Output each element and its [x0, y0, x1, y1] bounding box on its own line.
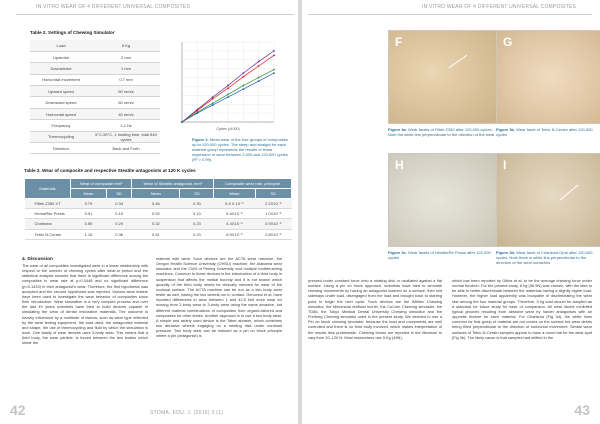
settings-row: [30, 97, 160, 108]
chart-point: [227, 85, 229, 87]
running-head-left: IN VITRO WEAR OF 4 DIFFERENT UNIVERSAL COMPOSITES: [36, 4, 190, 10]
figure3a-caption-text: Wear facets of Filtek Z350 after 120,000 cycles. Note the white line perpendicular to the direction of the wear: [388, 127, 495, 137]
image-letter-g: G: [503, 35, 513, 49]
wear-facet-image-h: [388, 153, 498, 247]
setting-parameter: Load: [30, 40, 92, 51]
chart-point: [273, 54, 275, 56]
setting-value: 5°C-55°C, 1 holding time, total 840 cycles: [92, 131, 160, 142]
wear-value: 0.15: [106, 209, 131, 219]
wear-value: 0.79: [71, 199, 107, 209]
figure2-caption-text: Mean wear of the four groups of composites up to 120,000 cycles. The steep and straight for each material group represents the results of linear regression of wear between 2,000 and 120,000 cycles (R² > 0.99).: [192, 137, 288, 162]
chart-point: [242, 72, 244, 74]
wear-value: 5.9 Х 10⁻⁶: [214, 199, 255, 209]
wear-value: 0.23: [180, 229, 214, 239]
image-letter-h: H: [395, 158, 404, 172]
chart-point: [196, 110, 198, 112]
left-column-2: material with wear. Such devices are the ACTA wear machine, the Oregon Health Science University (OHSU) machine, the Alabama wear simulator and the CW3 of Peking University and multiple toothbrushing machines. Common to these devices is the introduction of a third body in suspension that affects the medial boundy and it is not known which quantity of the third body needs be clinically relevant for wear of the occlusal surface. The ACTA machine can be run as a two body wear tester as well, having the two wheels run in contact. Genovesi et al. have reported differences in wear between 1 and 42.5 fold more wear for moving from 2-body wear to 3-body wear using the same abrasive, but different material combinations of composites from organic-tailored and composites for other testes. Another approach is to use a two body wear. A simple and widely used device is the Taber abraser, which combines two abrasive wheels engaging on a rotating disk under constant pressure. Two body wear can be induced as a pin on block principle where a pin (antagonist) is: [156, 256, 282, 339]
setting-value: 40 mm/s: [92, 108, 160, 119]
material-name: HereaRite Presis: [25, 209, 71, 219]
wear-value: 2.8Х10⁻⁶: [255, 229, 291, 239]
wear-value: 0.91: [71, 209, 107, 219]
setting-parameter: Thermocycling: [30, 131, 92, 142]
page-number-right: 43: [574, 402, 590, 418]
chart-point: [258, 65, 260, 67]
figure3b-caption: [496, 127, 596, 137]
left-column-1: The wear of all composites investigated were in a linear relationship with respect to the number of chewing cycles after wear-in period and the statistical analysis showed that there is significant difference among the composites in wear rate at p=0.0448 and no significant difference (p=0.1433) in their antagonist's wear. Therefore, the first hypothesis was accepted and the second hypothesis was rejected. Various wear testers have been used to investigate the wear behavior of composites since their introduction. Wear simulation is a very complex process and over the last 40 years scientists have tried to build devices capable of simulating the wear of dental restorative materials. The outcome is heavily influenced by a multitude of factors, such as wear type reflected by the wear testing equipment, the load used, the antagonists material and shape, the use of thermocycling and fluid by which the simulation is work. One family of wear devices uses 3-body wear. This means that a third body, the wear particle, is forced between the two bodies which shear the: [22, 263, 148, 346]
subheader-cell: SD: [180, 189, 214, 199]
wear-value: 0.34: [106, 199, 131, 209]
figure3d-caption: [496, 250, 596, 265]
right-column-1: pressed under constant force onto a rotating disk or oscillated against a flat surface. Using a pin on block approach, scientists have tried to simulate chewing movements by having an antagonist lowered on a surface, then slid sideways under load, disengaged from the load and brought back to starting point to begin the next cycle. Such devices are the Willitec Chewing simulator, the Minnesota artificial mouth, the CoCom Chewing simulator, the TD86, the Tokyo Medical Dental University Chewing simulator and the Freiburg Chewing simulator used in the present study. We decided to use a Pin on block chewing simulator, because the load and movements are well controlled and there is no third body involved, which makes interpretation of the results less problematic. Chewing forces are reported in the literature to vary from 20–120 N. Most researchers use 5 Kg (49N),: [308, 278, 442, 340]
wear-value: 0.46: [132, 199, 180, 209]
section-title: 4. Discussion: [22, 257, 53, 262]
subheader-cell: Mean: [132, 189, 180, 199]
chart-point: [273, 50, 275, 52]
chart-point: [258, 80, 260, 82]
settings-row: [30, 131, 160, 142]
image-letter-i: I: [503, 158, 507, 172]
header-wear-rate: Composite wear rate, µm/cycle: [214, 179, 292, 189]
settings-row: [30, 120, 160, 131]
material-name: Filtek Z350 XT: [25, 199, 71, 209]
subheader-cell: SD: [106, 189, 131, 199]
figure3b-caption-text: Wear facet of Tetric N-Ceram after 120,000 cycles: [496, 127, 593, 137]
setting-parameter: Direction: [30, 143, 92, 154]
arrow-icon: [449, 55, 468, 69]
setting-parameter: Upstroke: [30, 51, 92, 62]
wear-value: 6.6Х10⁻⁶: [214, 209, 255, 219]
header-steatite-wear: Wear of Steatite antagonist, mm³: [132, 179, 214, 189]
wear-value: 0.30: [180, 199, 214, 209]
subheader-cell: Mean: [71, 189, 107, 199]
wear-value: 0.51: [132, 229, 180, 239]
header-composite-wear: Wear of composite mm³: [71, 179, 132, 189]
chart-point: [242, 85, 244, 87]
setting-parameter: Downstroke: [30, 63, 92, 74]
figure3d-caption-text: Wear facet of Charisma Opal after 120,000 cycles. Note there is white line perpendicular to the direction of the wear scratches: [496, 250, 593, 265]
wear-facet-image-i: [496, 153, 600, 247]
wear-value: 0.52: [132, 209, 180, 219]
settings-row: [30, 86, 160, 97]
figure3a-caption: [388, 127, 496, 137]
chart-point: [258, 61, 260, 63]
wear-value: 1.0Х10⁻⁶: [255, 209, 291, 219]
figure3c-caption-text: Wear facets of HeraliteRe Presis after 120,000 cycles: [388, 250, 491, 260]
wear-value: 0.59: [71, 219, 107, 229]
settings-row: [30, 63, 160, 74]
wear-value: 0.36: [106, 229, 131, 239]
table3-caption: Table 3. Wear of composite and respective Steatite antagonists at 120 K cycles: [24, 168, 196, 173]
wear-value: 8.9Х10⁻⁶: [214, 229, 255, 239]
chart-point: [227, 96, 229, 98]
chart-point: [212, 98, 214, 100]
material-name: Charisma: [25, 219, 71, 229]
settings-row: [30, 51, 160, 62]
setting-value: 1 mm: [92, 63, 160, 74]
journal-footer: STOMA. EDU. J. (2016) 3 (1): [150, 410, 224, 416]
setting-value: 6 Kg: [92, 40, 160, 51]
table-row: [25, 219, 292, 229]
figure2-caption: [192, 137, 292, 162]
setting-parameter: Horizontal speed: [30, 108, 92, 119]
wear-value: 4.4Х10⁻⁶: [214, 219, 255, 229]
table-row: [25, 199, 292, 209]
setting-value: 2 mm: [92, 51, 160, 62]
chart-point: [242, 88, 244, 90]
chart-point: [227, 94, 229, 96]
chart-point: [258, 77, 260, 79]
simulator-settings-table: [30, 40, 160, 154]
chart-point: [212, 104, 214, 106]
right-column-2: which has been reported by Gibbs et al. to be the average chewing force under normal function. For the present study, 6 kg (58.9N) was chosen, with the idea to be able to better discriminate between the materials having a slightly higher load. However, the higher load apparently was incapable of discriminating the wear rate among the four material groups. Therefore, 5 kg load should be adopted as a standard for future study for ease of comparison. All wear facets exhibited typical grooves resulting from abrasive wear by harder antagonists with an opposite feature for each material. For Charisma (Fig 3d), the white lines common for that group of material are not cracks on the surface but wear debris being filled perpendicular to the direction of horizontal movement. Similar wear surfaces of Tetric-N-Ceram samples appear to have a round tab for the wear spot (Fig 3b). The likely cause is that samples had shifted in the: [452, 278, 592, 340]
setting-parameter: Frequency: [30, 120, 92, 131]
wear-value: 0.23: [180, 219, 214, 229]
wear-results-table: [24, 178, 292, 240]
wear-facet-image-g: [496, 30, 600, 124]
settings-row: [30, 74, 160, 85]
right-page: [302, 0, 600, 424]
subheader-cell: Mean: [214, 189, 255, 199]
table-row: [25, 229, 292, 239]
chart-point: [242, 76, 244, 78]
wear-value: 0.29: [106, 219, 131, 229]
chart-point: [273, 69, 275, 71]
settings-row: [30, 143, 160, 154]
chart-point: [212, 96, 214, 98]
wear-value: 0.9Х10⁻⁶: [255, 219, 291, 229]
running-head-right: IN VITRO WEAR OF 4 DIFFERENT UNIVERSAL COMPOSITES: [422, 4, 576, 10]
figure3b-caption-label: Figure 3b.: [496, 127, 516, 132]
material-name: Tetric N-Ceram: [25, 229, 71, 239]
setting-value: 1.2 Hz: [92, 120, 160, 131]
chart-point: [273, 72, 275, 74]
chart-point: [181, 121, 183, 123]
figure3d-caption-label: Figure 3d.: [496, 250, 516, 255]
subheader-cell: SD: [255, 189, 291, 199]
figure2-caption-label: Figure 2.: [192, 137, 209, 142]
chart-point: [212, 102, 214, 104]
left-page: [0, 0, 298, 424]
header-rule-left: [16, 14, 294, 15]
figure3c-caption-label: Figure 3c.: [388, 250, 407, 255]
setting-value: 0.7 mm: [92, 74, 160, 85]
settings-row: [30, 108, 160, 119]
setting-value: 60 mm/s: [92, 86, 160, 97]
setting-value: Back and Forth: [92, 143, 160, 154]
wear-value: 0.32: [132, 219, 180, 229]
chart-x-label: Cycles (x1000): [216, 127, 240, 131]
wear-value: 1.15: [71, 229, 107, 239]
figure3a-caption-label: Figure 3a.: [388, 127, 407, 132]
wear-value: 0.13: [180, 209, 214, 219]
settings-row: [30, 40, 160, 51]
chart-point: [196, 112, 198, 114]
wear-chart: [170, 38, 278, 134]
table2-caption: Table 2. Settings of Chewing Simulator: [30, 30, 115, 35]
chart-point: [227, 87, 229, 89]
setting-parameter: Horizontal movement: [30, 74, 92, 85]
wear-chart-svg: [170, 38, 278, 134]
setting-parameter: Downward speed: [30, 97, 92, 108]
table-row: [25, 209, 292, 219]
header-rule-right: [308, 14, 592, 15]
setting-value: 60 mm/s: [92, 97, 160, 108]
figure3c-caption: [388, 250, 496, 260]
header-materials: Materials: [25, 179, 71, 199]
arrow-icon: [559, 184, 578, 200]
setting-parameter: Upward speed: [30, 86, 92, 97]
wear-value: 2.2Х10⁻⁶: [255, 199, 291, 209]
page-number-left: 42: [10, 402, 26, 418]
wear-facet-image-f: [388, 30, 498, 124]
image-letter-f: F: [395, 35, 403, 49]
